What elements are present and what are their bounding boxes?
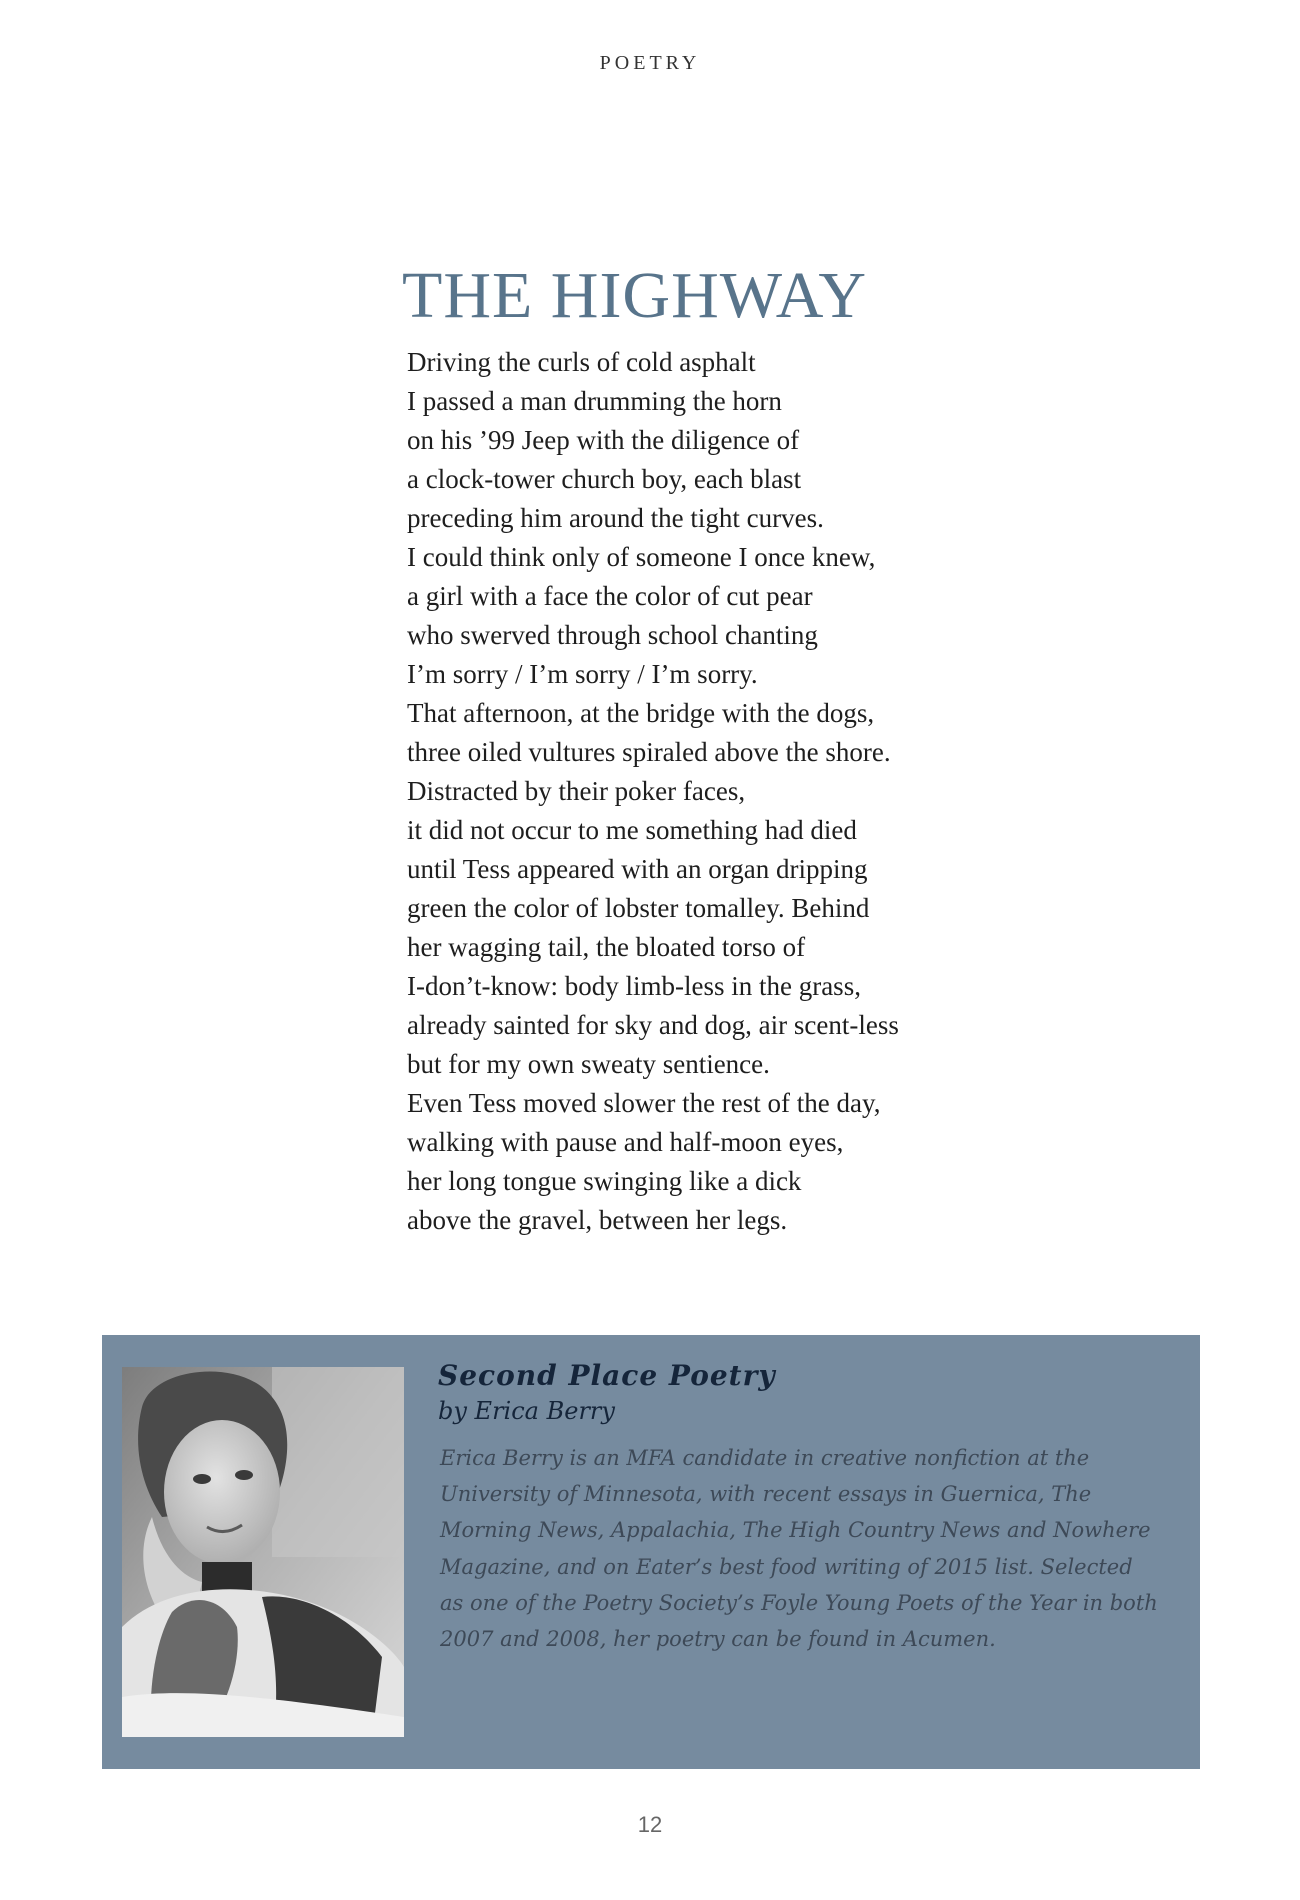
poem-line: a clock-tower church boy, each blast bbox=[407, 464, 802, 494]
poem-line: preceding him around the tight curves. bbox=[407, 503, 824, 533]
poem-line: her wagging tail, the bloated torso of bbox=[407, 932, 806, 962]
poem-line: Distracted by their poker faces, bbox=[407, 776, 746, 806]
poem-line: Driving the curls of cold asphalt bbox=[407, 347, 756, 377]
poem-line: green the color of lobster tomalley. Behind bbox=[407, 893, 870, 923]
author-bio-box bbox=[102, 1335, 1200, 1769]
poem-line: That afternoon, at the bridge with the dogs, bbox=[407, 698, 875, 728]
poem-line: until Tess appeared with an organ dripping bbox=[407, 854, 868, 884]
author-portrait-image bbox=[122, 1367, 404, 1737]
poem-title: THE HIGHWAY bbox=[402, 259, 868, 332]
section-label: POETRY bbox=[599, 52, 701, 74]
poem-line: her long tongue swinging like a dick bbox=[407, 1166, 802, 1196]
poem-line: it did not occur to me something had died bbox=[407, 815, 857, 845]
poem-line: a girl with a face the color of cut pear bbox=[407, 581, 813, 611]
poem-line: I passed a man drumming the horn bbox=[407, 386, 782, 416]
poem-line: I could think only of someone I once knew, bbox=[407, 542, 876, 572]
poem-line: but for my own sweaty sentience. bbox=[407, 1049, 770, 1079]
author-bio-text: Erica Berry is an MFA candidate in creative nonfiction at the University of Minnesota, with recent essays in Guernica, The Morning News, Appalachia, The High Country News and Nowhere Magazine, and on Eater’s best food writing of 2015 list. Selected as one of the Poetry Society’s Foyle Young Poets of the Year in both 2007 and 2008, her poetry can be found in Acumen. bbox=[440, 1446, 1158, 1652]
poem-line: above the gravel, between her legs. bbox=[407, 1205, 788, 1235]
author-byline: by Erica Berry bbox=[438, 1397, 615, 1425]
author-photo bbox=[122, 1367, 404, 1737]
poem-line: I-don’t-know: body limb-less in the grass, bbox=[407, 971, 861, 1001]
poem-line: I’m sorry / I’m sorry / I’m sorry. bbox=[407, 659, 758, 689]
poem-line: on his ’99 Jeep with the diligence of bbox=[407, 425, 800, 455]
poem-line: walking with pause and half-moon eyes, bbox=[407, 1127, 844, 1157]
poem-line: three oiled vultures spiraled above the shore. bbox=[407, 737, 891, 767]
poem-line: Even Tess moved slower the rest of the day, bbox=[407, 1088, 881, 1118]
poem-body bbox=[407, 343, 1007, 1240]
poem-line: who swerved through school chanting bbox=[407, 620, 818, 650]
poem-line: already sainted for sky and dog, air scent-less bbox=[407, 1010, 899, 1040]
page-number: 12 bbox=[637, 1812, 663, 1837]
award-title: Second Place Poetry bbox=[438, 1359, 776, 1392]
